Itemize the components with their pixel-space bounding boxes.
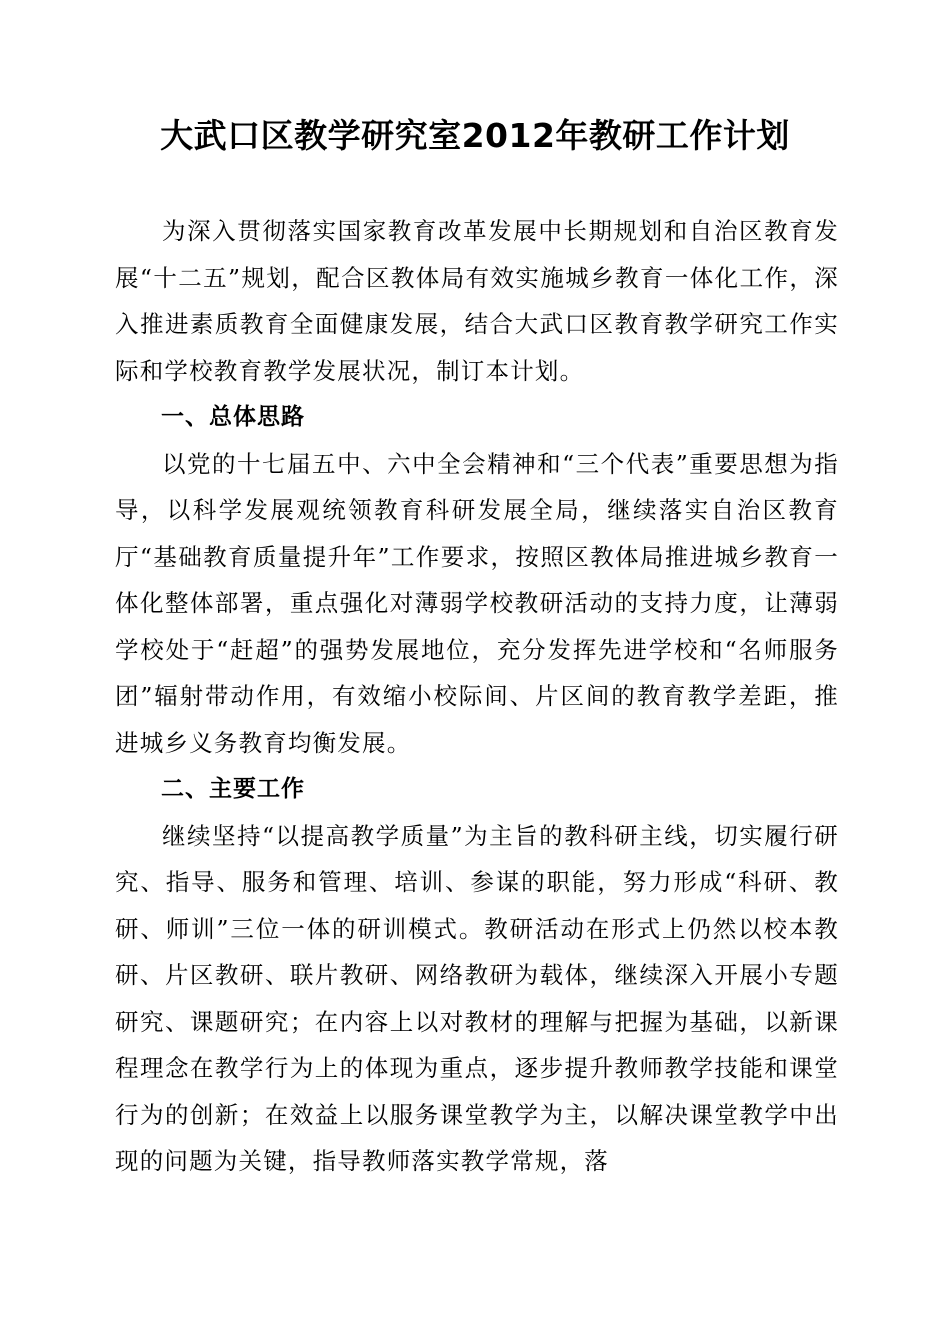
section-heading-main-work: 二、主要工作 xyxy=(161,776,305,802)
section-paragraph-overall-approach: 以党的十七届五中、六中全会精神和“三个代表”重要思想为指导，以科学发展观统领教育科研发展全局，继续落实自治区教育厅“基础教育质量提升年”工作要求，按照区教体局推进城乡教育一体化整体部署，重点强化对薄弱学校教研活动的支持力度，让薄弱学校处于“赶超”的强势发展地位，充分发挥先进学校和“名师服务团”辐射带动作用，有效缩小校际间、片区间的教育教学差距，推进城乡义务教育均衡发展。 xyxy=(115,449,839,757)
document-body xyxy=(115,208,839,1185)
section-heading-overall-approach: 一、总体思路 xyxy=(161,404,305,430)
section-paragraph-main-work: 继续坚持“以提高教学质量”为主旨的教科研主线，切实履行研究、指导、服务和管理、培训、参谋的职能，努力形成“科研、教研、师训”三位一体的研训模式。教研活动在形式上仍然以校本教研、片区教研、联片教研、网络教研为载体，继续深入开展小专题研究、课题研究；在内容上以对教材的理解与把握为基础，以新课程理念在教学行为上的体现为重点，逐步提升教师教学技能和课堂行为的创新；在效益上以服务课堂教学为主，以解决课堂教学中出现的问题为关键，指导教师落实教学常规，落 xyxy=(115,821,839,1175)
intro-paragraph: 为深入贯彻落实国家教育改革发展中长期规划和自治区教育发展“十二五”规划，配合区教体局有效实施城乡教育一体化工作，深入推进素质教育全面健康发展，结合大武口区教育教学研究工作实际和学校教育教学发展状况，制订本计划。 xyxy=(115,217,839,385)
document-title: 大武口区教学研究室2012年教研工作计划 xyxy=(160,116,790,155)
